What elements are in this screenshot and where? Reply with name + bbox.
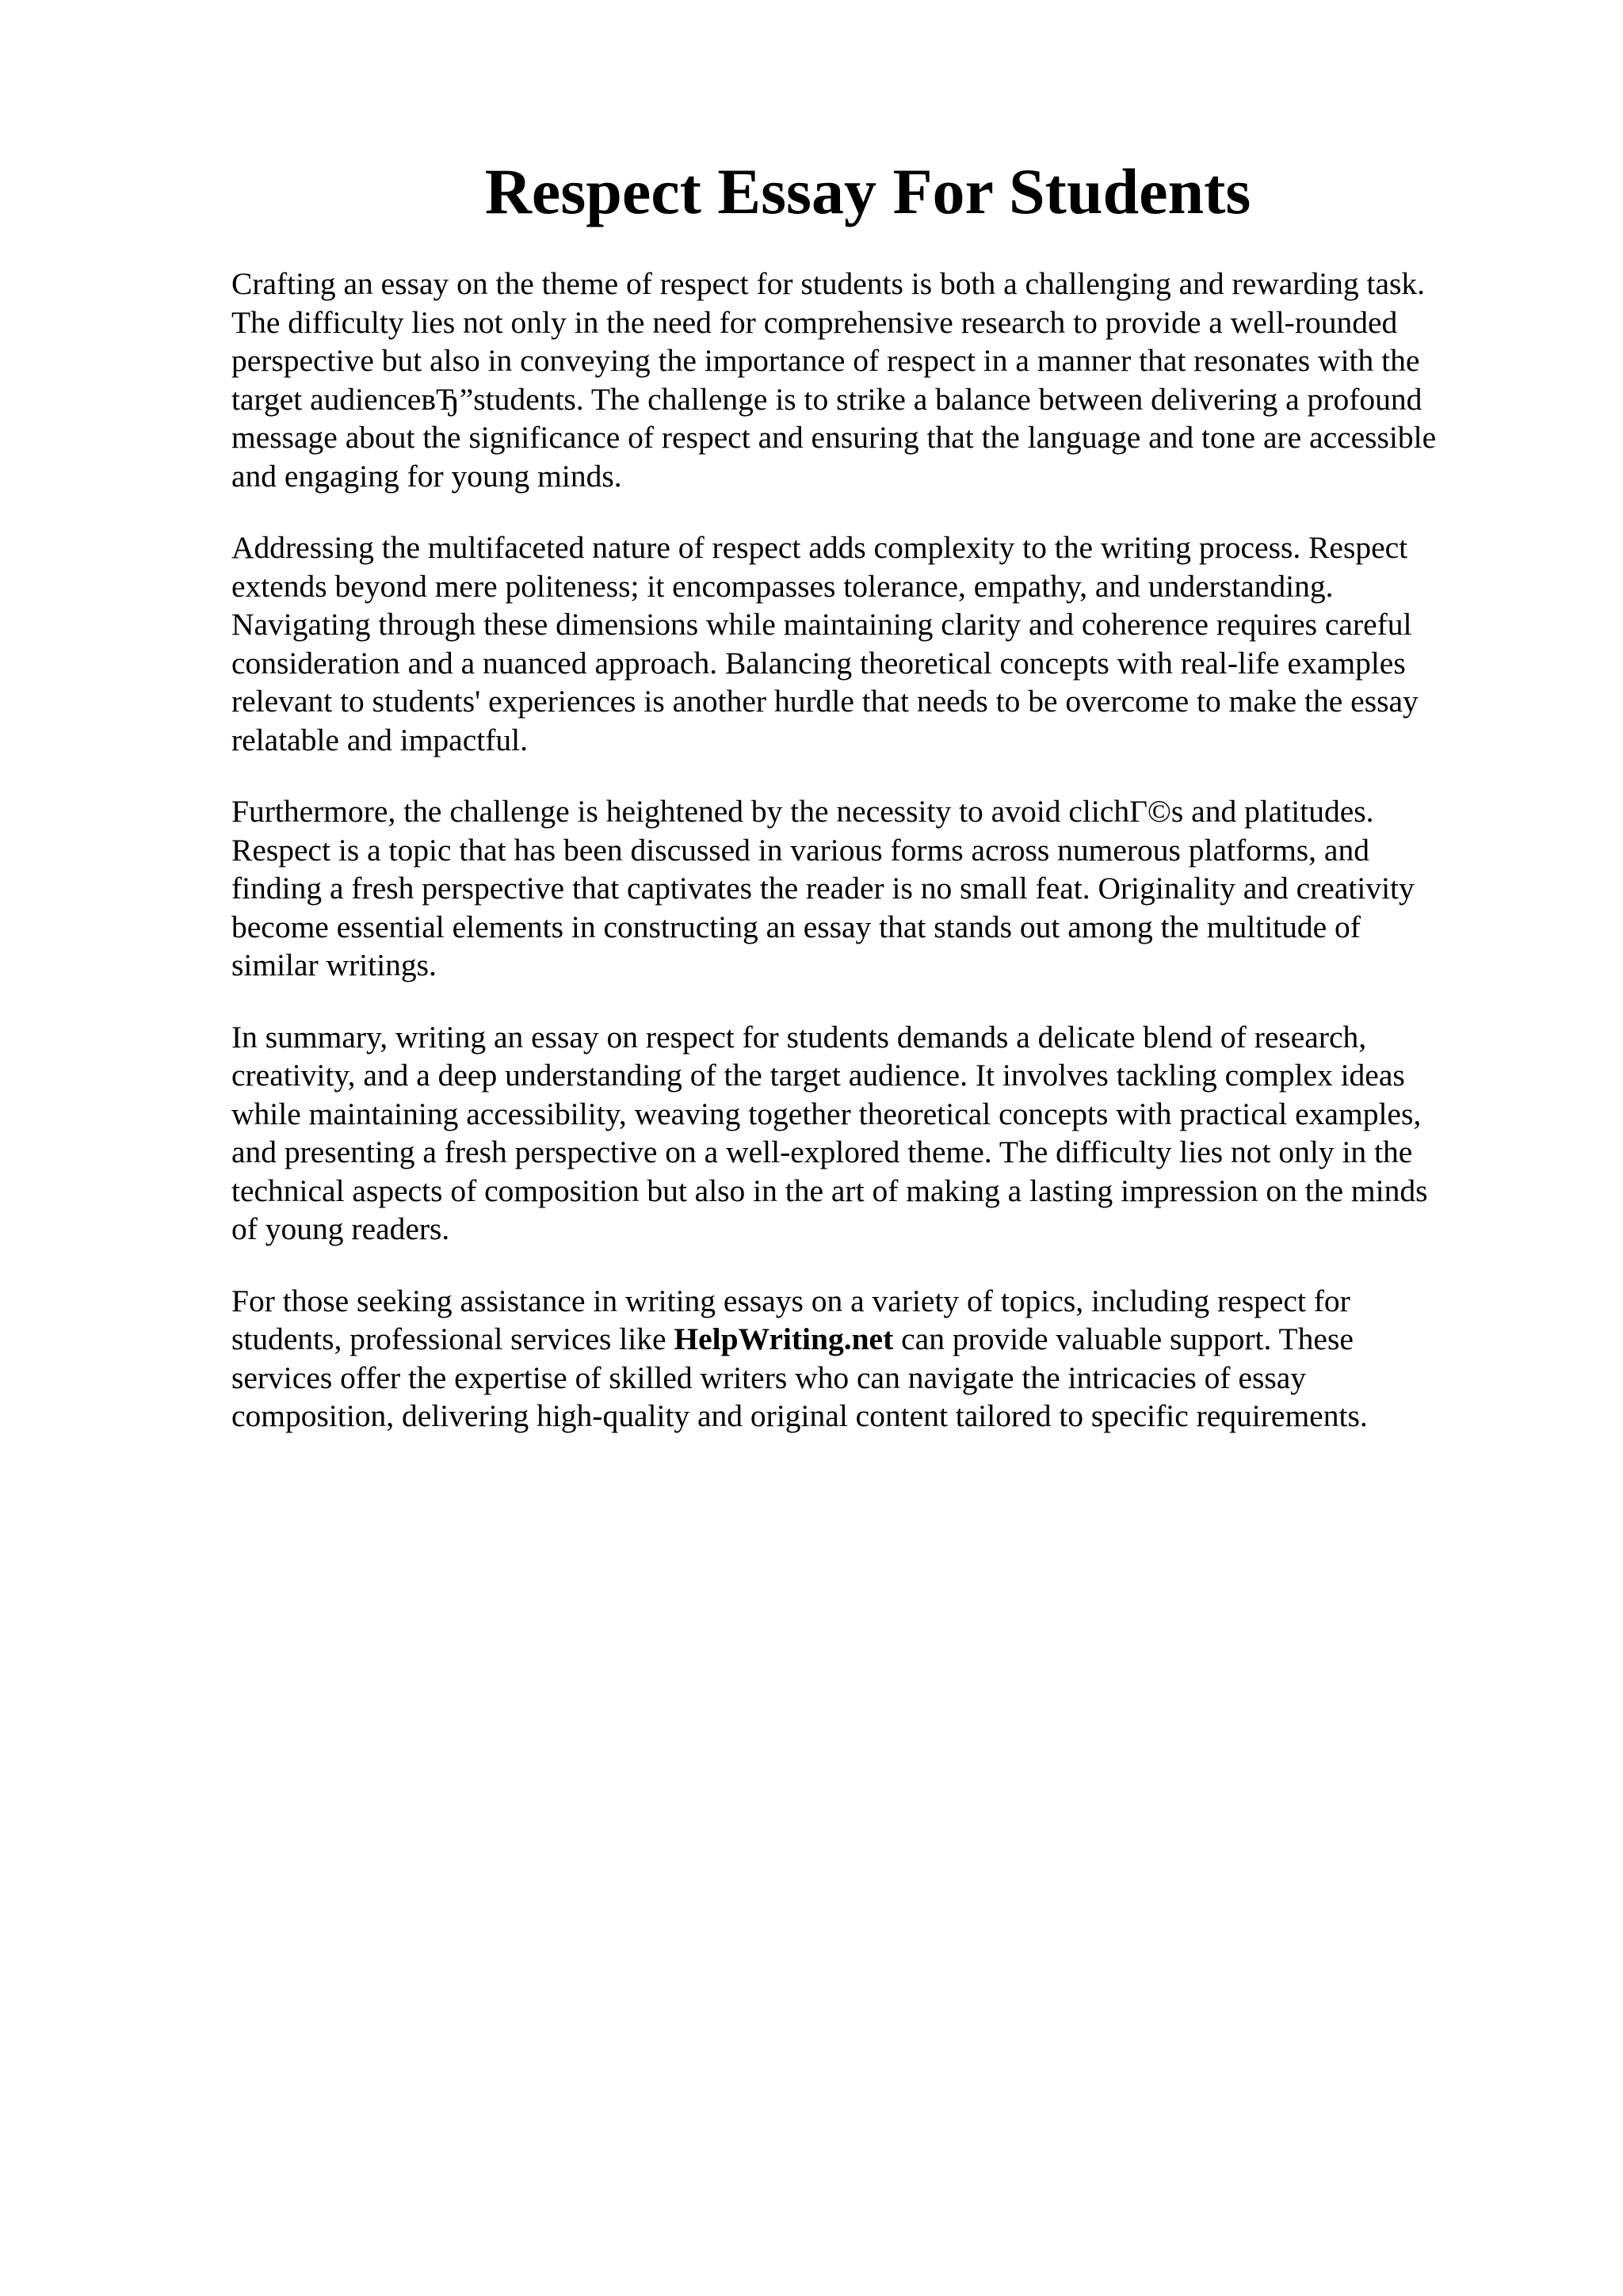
- text-line: Crafting an essay on the theme of respect for students is both a challenging and rewarding task.: [231, 266, 1426, 301]
- text-line: For those seeking assistance in writing essays on a variety of topics, including respect for: [231, 1283, 1350, 1318]
- text-line: Navigating through these dimensions while maintaining clarity and coherence requires careful: [231, 607, 1412, 642]
- text-line: Furthermore, the challenge is heightened by the necessity to avoid clichГ©s and platitudes.: [231, 794, 1374, 829]
- text-line: The difficulty lies not only in the need for comprehensive research to provide a well-rounded: [231, 304, 1398, 340]
- text-line: similar writings.: [231, 948, 437, 982]
- text-line: In summary, writing an essay on respect for students demands a delicate blend of research,: [231, 1019, 1367, 1055]
- text-line: technical aspects of composition but also in the art of making a lasting impression on the minds: [231, 1173, 1428, 1208]
- text-line: and engaging for young minds.: [231, 458, 622, 494]
- text-line: and presenting a fresh perspective on a well-explored theme. The difficulty lies not only in the: [231, 1135, 1413, 1169]
- paragraph-1: [231, 265, 1515, 495]
- text-line: Respect is a topic that has been discussed in various forms across numerous platforms, and: [231, 832, 1369, 868]
- text-line: message about the significance of respect and ensuring that the language and tone are accessible: [231, 420, 1437, 455]
- text-line: finding a fresh perspective that captivates the reader is no small feat. Originality and creativity: [231, 871, 1415, 906]
- paragraph-4: [231, 1018, 1515, 1249]
- paragraph-3: [231, 792, 1515, 985]
- text-line: relevant to students' experiences is another hurdle that needs to be overcome to make the essay: [231, 684, 1419, 719]
- text-line: perspective but also in conveying the importance of respect in a manner that resonates with the: [231, 343, 1420, 378]
- text-line: Addressing the multifaceted nature of respect adds complexity to the writing process. Respect: [231, 530, 1408, 565]
- text-line: become essential elements in constructing an essay that stands out among the multitude of: [231, 909, 1361, 944]
- text-segment: can provide valuable support. These: [893, 1322, 1354, 1356]
- text-line: services offer the expertise of skilled writers who can navigate the intricacies of essay: [231, 1360, 1307, 1395]
- text-line: relatable and impactful.: [231, 722, 528, 757]
- text-line-with-link: [231, 1320, 1515, 1359]
- helpwriting-link[interactable]: HelpWriting.net: [674, 1322, 894, 1356]
- paragraph-2: [231, 528, 1515, 759]
- document-title: Respect Essay For Students: [484, 155, 1251, 227]
- text-line: creativity, and a deep understanding of the target audience. It involves tackling complex ideas: [231, 1058, 1405, 1093]
- text-line: composition, delivering high-quality and original content tailored to specific requirements.: [231, 1398, 1368, 1433]
- text-line: of young readers.: [231, 1211, 450, 1246]
- text-line: target audienceвЂ”students. The challenge is to strike a balance between delivering a profound: [231, 381, 1423, 417]
- text-line: while maintaining accessibility, weaving together theoretical concepts with practical examples,: [231, 1096, 1422, 1131]
- document-body: [231, 265, 1515, 1469]
- text-segment: students, professional services like: [231, 1322, 674, 1356]
- text-line: extends beyond mere politeness; it encompasses tolerance, empathy, and understanding.: [231, 568, 1334, 604]
- text-line: consideration and a nuanced approach. Balancing theoretical concepts with real-life examples: [231, 645, 1406, 681]
- paragraph-5: [231, 1282, 1515, 1436]
